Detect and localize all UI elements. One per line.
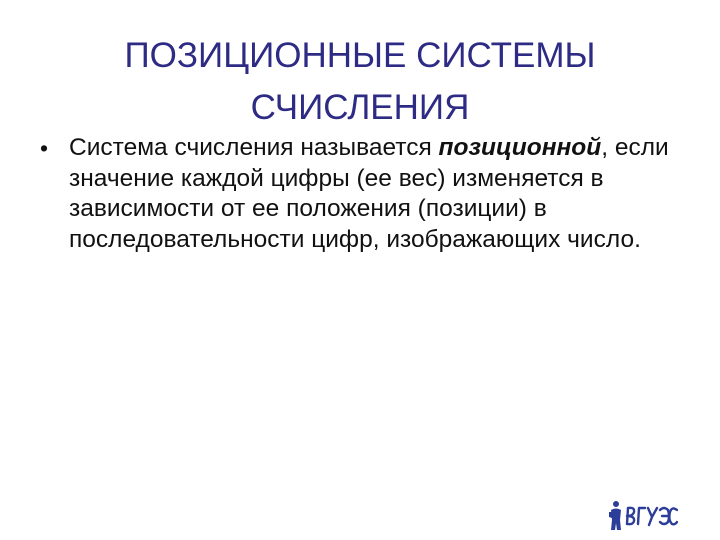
bullet-dot-icon: •	[40, 135, 49, 161]
slide-title-line-2: СЧИСЛЕНИЯ	[250, 88, 470, 127]
slide-title-line-1: ПОЗИЦИОННЫЕ СИСТЕМЫ	[124, 36, 596, 75]
bullet-text-start: Система счисления называется	[69, 134, 439, 161]
university-logo-icon	[608, 498, 678, 532]
bullet-item	[40, 133, 680, 256]
bullet-text-emphasis: позиционной	[438, 134, 602, 161]
slide-title	[40, 30, 680, 134]
bullet-text	[69, 134, 669, 253]
bullet-list	[40, 133, 680, 256]
bullet-text-end: , если значение каждой цифры (ее вес) изменяется в зависимости от ее положения (позиции) в последовательности цифр, изображающих число.	[69, 134, 669, 254]
